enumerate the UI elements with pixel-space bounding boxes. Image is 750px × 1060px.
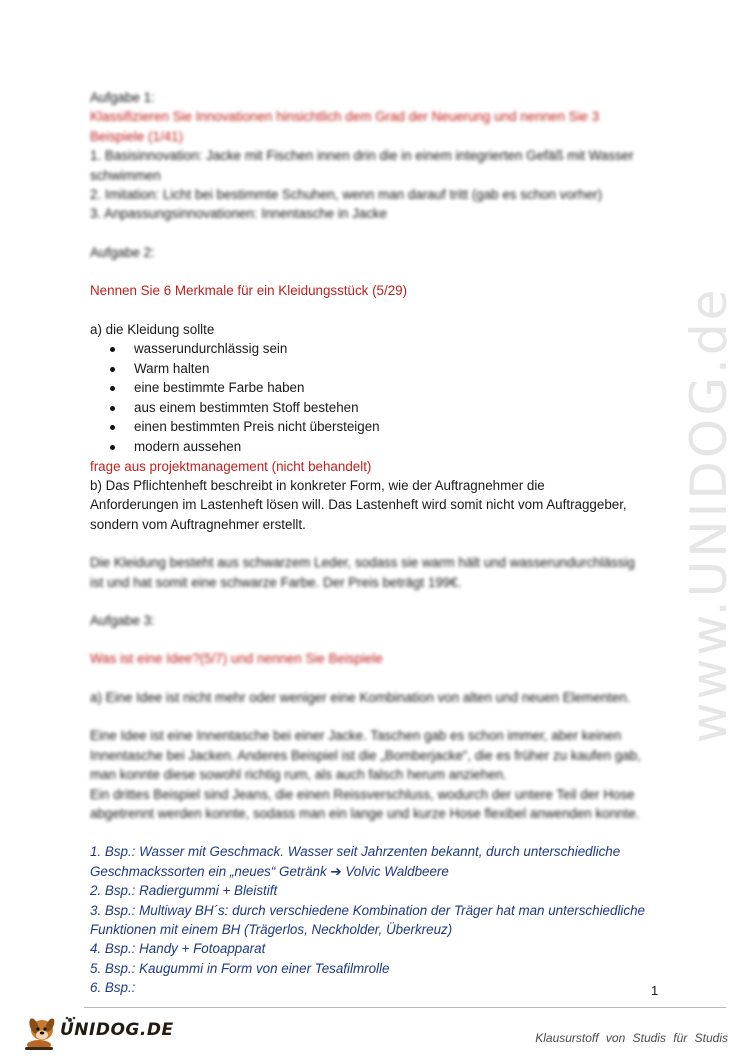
list-item: aus einem bestimmten Stoff bestehen: [134, 398, 670, 418]
example-line: 6. Bsp.:: [90, 980, 136, 996]
list-item: einen bestimmten Preis nicht übersteigen: [134, 417, 670, 437]
logo-text: UNIDOG.DE: [60, 1020, 174, 1040]
section-heading: Aufgabe 2:: [90, 244, 155, 260]
footer-tagline: Klausurstoff von Studis für Studis: [535, 1031, 728, 1045]
example-line: 5. Bsp.: Kaugummi in Form von einer Tesafilmrolle: [90, 960, 390, 976]
answer-line: sondern vom Auftragnehmer erstellt.: [90, 516, 306, 532]
blurred-paragraph: [90, 553, 670, 823]
question-text: Was ist eine Idee?(5/7) und nennen Sie Beispiele: [90, 651, 383, 667]
watermark-text: www.UNIDOG.de: [680, 286, 738, 744]
example-line: Funktionen mit einem BH (Trägerlos, Neckholder, Überkreuz): [90, 921, 453, 937]
answer-line: abgetrennt werden konnte, sodass man ein lange und kurze Hose flexibel anwenden konnte.: [90, 805, 640, 821]
example-line: [90, 862, 670, 881]
answer-line: Anforderungen im Lastenheft lösen will. Das Lastenheft wird somit nicht vom Auftraggeber,: [90, 497, 627, 513]
answer-line: man konnte diese sowohl richtig rum, als auch falsch herum anziehen.: [90, 767, 507, 783]
bullet-list: [90, 339, 670, 457]
section-heading: Aufgabe 3:: [90, 613, 155, 629]
example-line: 2. Bsp.: Radiergummi + Bleistift: [90, 883, 278, 899]
answer-intro: a) die Kleidung sollte: [90, 321, 215, 337]
examples-list: [90, 842, 670, 997]
answer-line: Ein drittes Beispiel sind Jeans, die einen Reissverschluss, wodurch der untere Teil der Hose: [90, 786, 635, 802]
example-text: Volvic Waldbeere: [341, 863, 449, 879]
list-item: Warm halten: [134, 359, 670, 379]
example-line: 1. Bsp.: Wasser mit Geschmack. Wasser seit Jahrzenten bekannt, durch unterschiedliche: [90, 844, 621, 860]
answer-line: a) Eine Idee ist nicht mehr oder weniger eine Kombination von alten und neuen Elementen.: [90, 689, 631, 705]
note-text: frage aus projektmanagement (nicht behandelt): [90, 458, 372, 474]
answer-line: Innentasche bei Jacken. Anderes Beispiel ist die „Bomberjacke“, die es früher zu kaufen gab,: [90, 747, 641, 763]
list-item: modern aussehen: [134, 437, 670, 457]
page-number: 1: [651, 983, 659, 998]
answer-line: Die Kleidung besteht aus schwarzem Leder, sodass sie warm hält und wasserundurchlässig: [90, 555, 635, 571]
list-item: wasserundurchlässig sein: [134, 339, 670, 359]
example-line: 4. Bsp.: Handy + Fotoapparat: [90, 941, 266, 957]
answer-line: 3. Anpassungsinnovationen: Innentasche in Jacke: [90, 206, 388, 222]
question-text: Klassifizieren Sie Innovationen hinsichtlich dem Grad der Neuerung und nennen Sie 3: [90, 109, 600, 125]
answer-line: Eine Idee ist eine Innentasche bei einer Jacke. Taschen gab es schon immer, aber keinen: [90, 728, 622, 744]
arrow-icon: ➔: [330, 863, 342, 879]
section-heading: Aufgabe 1:: [90, 90, 155, 105]
example-text: Geschmackssorten ein „neues“ Getränk: [90, 863, 331, 879]
answer-line: ist und hat somit eine schwarze Farbe. Der Preis beträgt 199€.: [90, 574, 462, 590]
answer-line: b) Das Pflichtenheft beschreibt in konkreter Form, wie der Auftragnehmer die: [90, 478, 545, 494]
answer-line: 2. Imitation: Licht bei bestimmte Schuhen, wenn man darauf tritt (gab es schon vorher): [90, 187, 603, 203]
question-text: Beispiele (1/41): [90, 128, 184, 144]
example-line: 3. Bsp.: Multiway BH´s: durch verschiedene Kombination der Träger hat man unterschiedliche: [90, 902, 645, 918]
question-text: Nennen Sie 6 Merkmale für ein Kleidungsstück (5/29): [90, 283, 408, 299]
section-aufgabe-1: [90, 88, 670, 224]
document-body: [90, 88, 670, 998]
answer-line: schwimmen: [90, 167, 161, 183]
answer-line: 1. Basisinnovation: Jacke mit Fischen innen drin die in einem integrierten Gefäß mit Wasser: [90, 148, 634, 164]
footer-divider: [84, 1007, 726, 1008]
list-item: eine bestimmte Farbe haben: [134, 378, 670, 398]
